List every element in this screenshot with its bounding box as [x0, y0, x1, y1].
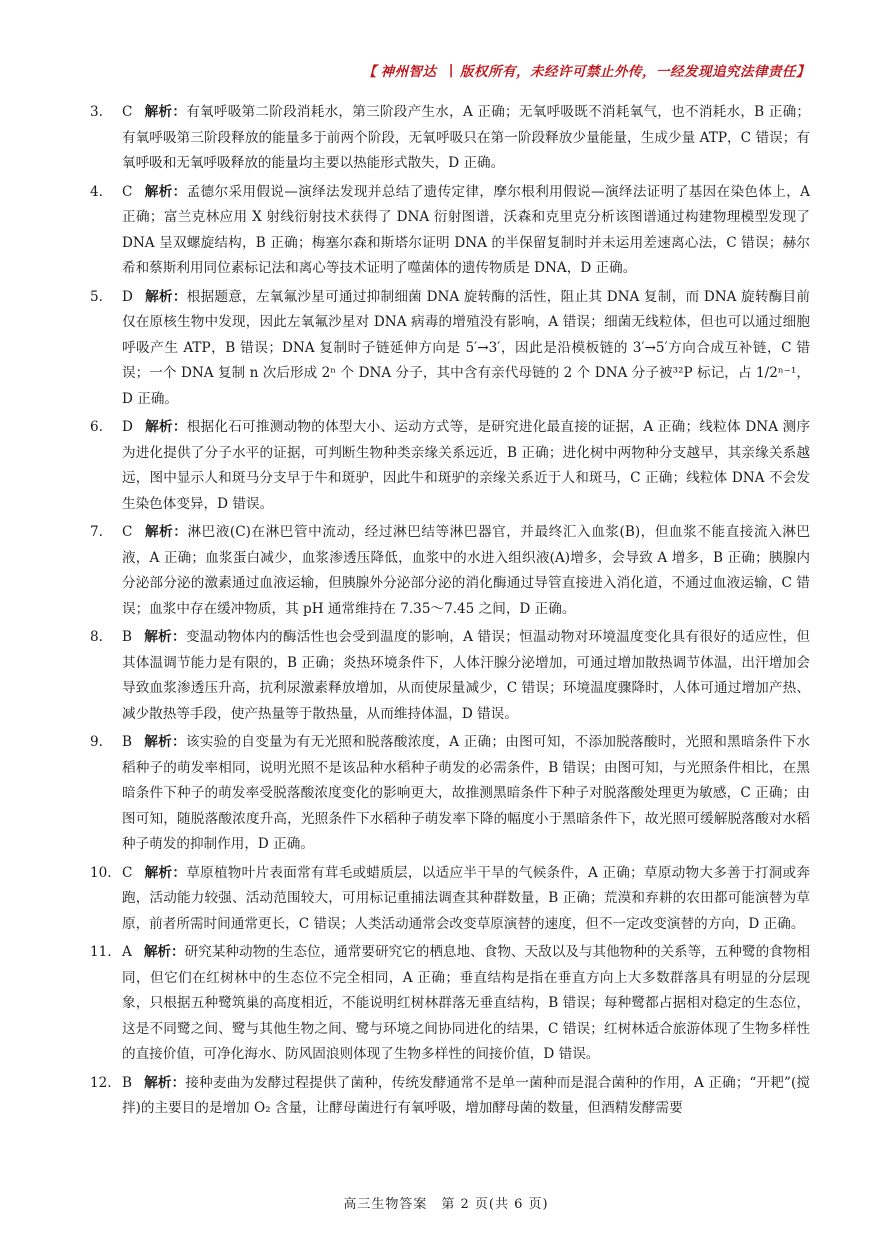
analysis-label: 解析：	[144, 1074, 186, 1091]
question-number: 5.	[90, 288, 103, 305]
question-number: 10.	[90, 864, 112, 881]
answer-item	[90, 100, 810, 177]
answer-item	[90, 861, 810, 938]
analysis-label: 解析：	[144, 419, 187, 435]
analysis-label: 解析：	[144, 104, 187, 120]
answer-item	[90, 730, 810, 858]
page-footer: 高三生物答案 第 2 页(共 6 页)	[343, 1197, 549, 1212]
answer-option: D	[122, 288, 133, 305]
answer-option: C	[122, 864, 133, 881]
answer-item	[90, 1071, 810, 1122]
brand-logo: 神州智达	[380, 64, 437, 80]
copyright-header	[363, 60, 810, 80]
analysis-text: 草原植物叶片表面常有茸毛或蜡质层，以适应半干旱的气候条件，A 正确；草原动物大多善于打洞或奔跑，活动能力较强、活动范围较大，可用标记重捕法调查其种群数量，B 正确；荒漠和弃耕的农田都可能演替为草原，前者所需时间通常更长，C 错误；人类活动通常会改变草原演替的速度，但不一定改变演替的方向，D 正确。	[122, 864, 810, 932]
answer-option: B	[122, 629, 132, 645]
answer-item	[90, 625, 810, 727]
analysis-text: 该实验的自变量为有无光照和脱落酸浓度，A 正确；由图可知，不添加脱落酸时，光照和黑暗条件下水稻种子的萌发率相同，说明光照不是该品种水稻种子萌发的必需条件，B 错误；由图可知，与光照条件相比，在黑暗条件下种子的萌发率受脱落酸浓度变化的影响更大，故推测黑暗条件下种子对脱落酸处理更为敏感，C 正确；由图可知，随脱落酸浓度升高，光照条件下水稻种子萌发率下降的幅度小于黑暗条件下，故光照可缓解脱落酸对水稻种子萌发的抑制作用，D 正确。	[122, 734, 811, 852]
analysis-label: 解析：	[144, 524, 188, 540]
question-number: 9.	[90, 734, 103, 750]
analysis-label: 解析：	[144, 734, 186, 750]
analysis-label: 解析：	[144, 288, 187, 305]
answer-option: C	[122, 104, 133, 120]
analysis-text: 根据化石可推测动物的体型大小、运动方式等，是研究进化最直接的证据，A 正确；线粒体 DNA 测序为进化提供了分子水平的证据，可判断生物种类亲缘关系远近，B 正确；进化树中两物种分支越早，其亲缘关系越远，图中显示人和斑马分支早于牛和斑驴，因此牛和斑驴的亲缘关系近于人和斑马，C 正确；线粒体 DNA 不会发生染色体变异，D 错误。	[122, 419, 811, 512]
header-right-bracket: 】	[796, 64, 810, 80]
answer-option: A	[122, 944, 132, 960]
answer-item	[90, 180, 810, 282]
question-number: 6.	[90, 419, 103, 435]
analysis-text: 接种麦曲为发酵过程提供了菌种，传统发酵通常不是单一菌种而是混合菌种的作用，A 正确；“开耙”(搅拌)的主要目的是增加 O₂ 含量，让酵母菌进行有氧呼吸，增加酵母菌的数量，但酒精发酵需要	[122, 1074, 811, 1116]
analysis-label: 解析：	[143, 944, 185, 960]
answer-item	[90, 415, 810, 517]
copyright-notice: 版权所有，未经许可禁止外传，一经发现追究法律责任	[460, 64, 796, 80]
header-left-bracket: 【	[362, 64, 377, 80]
analysis-text: 研究某种动物的生态位，通常要研究它的栖息地、食物、天敌以及与其他物种的关系等，五种鹭的食物相同，但它们在红树林中的生态位不完全相同，A 正确；垂直结构是指在垂直方向上大多数群落具有明显的分层现象，只根据五种鹭筑巢的高度相近，不能说明红树林群落无垂直结构，B 错误；每种鹭都占据相对稳定的生态位，这是不同鹭之间、鹭与其他生物之间、鹭与环境之间协同进化的结果，C 错误；红树林适合旅游体现了生物多样性的直接价值，可净化海水、防风固浪则体现了生物多样性的间接价值，D 错误。	[122, 944, 811, 1062]
question-number: 12.	[90, 1074, 112, 1091]
analysis-text: 变温动物体内的酶活性也会受到温度的影响，A 错误；恒温动物对环境温度变化具有很好的适应性，但其体温调节能力是有限的，B 正确；炎热环境条件下，人体汗腺分泌增加，可通过增加散热调节体温，出汗增加会导致血浆渗透压升高，抗利尿激素释放增加，从而使尿量减少，C 错误；环境温度骤降时，人体可通过增加产热、减少散热等手段，使产热量等于散热量，从而维持体温，D 错误。	[122, 629, 811, 722]
question-number: 7.	[90, 524, 103, 540]
analysis-text: 根据题意，左氧氟沙星可通过抑制细菌 DNA 旋转酶的活性，阻止其 DNA 复制，而 DNA 旋转酶目前仅在原核生物中发现，因此左氧氟沙星对 DNA 病毒的增殖没有影响，A 错误；细菌无线粒体，但也可以通过细胞呼吸产生 ATP，B 错误；DNA 复制时子链延伸方向是 5′→3′，因此是沿模板链的 3′→5′方向合成互补链，C 错误；一个 DNA 复制 n 次后形成 2ⁿ 个 DNA 分子，其中含有亲代母链的 2 个 DNA 分子被³²P 标记，占 1/2ⁿ⁻¹，D 正确。	[122, 288, 810, 407]
question-number: 8.	[90, 629, 103, 645]
analysis-text: 有氧呼吸第二阶段消耗水，第三阶段产生水，A 正确；无氧呼吸既不消耗氧气，也不消耗水，B 正确；有氧呼吸第三阶段释放的能量多于前两个阶段，无氧呼吸只在第一阶段释放少量能量，生成少量 ATP，C 错误；有氧呼吸和无氧呼吸释放的能量均主要以热能形式散失，D 正确。	[122, 104, 811, 171]
header-separator: |	[448, 62, 454, 78]
question-number: 4.	[90, 183, 103, 200]
answer-item	[90, 940, 810, 1068]
answer-option: C	[122, 524, 133, 540]
answer-option: C	[122, 183, 133, 200]
question-number: 11.	[90, 944, 112, 960]
analysis-label: 解析：	[144, 864, 187, 881]
analysis-text: 淋巴液(C)在淋巴管中流动，经过淋巴结等淋巴器官，并最终汇入血浆(B)，但血浆不能直接流入淋巴液，A 正确；血浆蛋白减少，血浆渗透压降低，血浆中的水进入组织液(A)增多，会导致 A 增多，B 正确；胰腺内分泌部分泌的激素通过血液运输，但胰腺外分泌部分泌的消化酶通过导管直接进入消化道，不通过血液运输，C 错误；血浆中存在缓冲物质，其 pH 通常维持在 7.35～7.45 之间，D 正确。	[122, 524, 810, 617]
answer-option: D	[122, 419, 133, 435]
answer-item	[90, 520, 810, 622]
answer-item	[90, 285, 810, 413]
question-number: 3.	[90, 104, 103, 120]
answer-option: B	[122, 734, 132, 750]
analysis-text: 孟德尔采用假说—演绎法发现并总结了遗传定律，摩尔根利用假说—演绎法证明了基因在染色体上，A 正确；富兰克林应用 X 射线衍射技术获得了 DNA 衍射图谱，沃森和克里克分析该图谱通过构建物理模型发现了 DNA 呈双螺旋结构，B 正确；梅塞尔森和斯塔尔证明 DNA 的半保留复制时并未运用差速离心法，C 错误；赫尔希和蔡斯利用同位素标记法和离心等技术证明了噬菌体的遗传物质是 DNA，D 正确。	[122, 183, 810, 276]
analysis-label: 解析：	[144, 183, 187, 200]
answer-list	[90, 100, 810, 1125]
analysis-label: 解析：	[144, 629, 186, 645]
answer-option: B	[122, 1074, 132, 1091]
